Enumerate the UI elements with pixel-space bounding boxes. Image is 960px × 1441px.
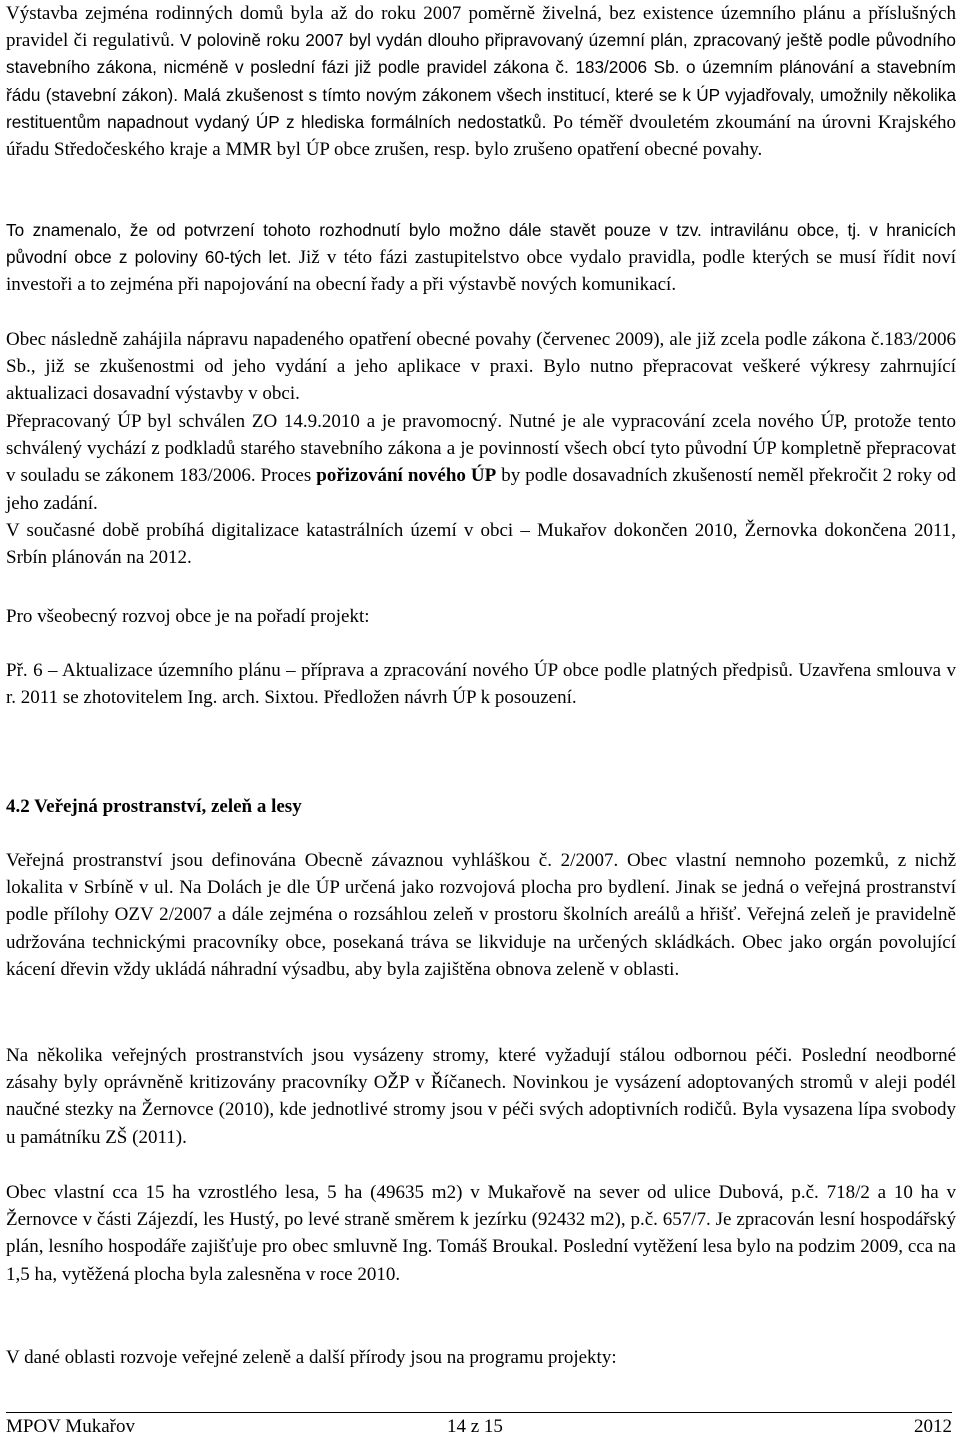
paragraph-sentence: by podle dosavadních zkušeností neměl překročit 2 roky od jeho zadání. xyxy=(6,465,957,514)
paragraph-sentence: Př. 6 – Aktualizace územního plánu – příprava a zpracování nového ÚP obce podle platných předpisů. xyxy=(6,660,793,681)
paragraph-trees xyxy=(6,1042,956,1151)
paragraph-sentence: Obec následně zahájila nápravu napadeného opatření obecné povahy (červenec 2009), ale již zcela podle zákona č.183/2006 Sb., již se zkušenostmi od jeho vydání a jeho aplikace v praxi. xyxy=(6,329,956,378)
footer-page-number: 14 z 15 xyxy=(447,1416,503,1437)
paragraph-sentence: Obec vlastní cca 15 ha vzrostlého lesa, 5 ha (49635 m2) v Mukařově na sever od ulice Dubová, p.č. 718/2 a 10 ha v Žernovce v části Zájezdí, les Hustý, po levé straně směrem k jezírku (92432 m2), p.č. 657/7. xyxy=(6,1182,956,1231)
page-footer xyxy=(6,1412,952,1441)
paragraph-sentence: Uzavřena smlouva v r. 2011 se zhotovitelem Ing. arch. Sixtou. xyxy=(6,660,957,709)
paragraph-sentence: V polovině roku 2007 byl vydán dlouho připravovaný územní plán, zpracovaný ještě podle původního stavebního zákona, nicméně v poslední fázi již podle pravidel zákona č. 183/2006 Sb. o územním plánování a stavebním řádu (stavební zákon). Malá zkušenost s tímto novým zákonem všech institucí, které se k ÚP vyjadřovaly, umožnily několika restituentům napadnout vydaný ÚP z hlediska formálních nedostatků. xyxy=(6,30,956,132)
paragraph-forest xyxy=(6,1179,956,1288)
paragraph-sentence: Je zpracován lesní hospodářský plán, lesního hospodáře zajišťuje pro obec smluvně Ing. Tomáš Broukal. xyxy=(6,1209,957,1258)
paragraph-sentence: Veřejná zeleň je pravidelně udržována technickými pracovníky obce, posekaná tráva se likviduje na určených skládkách. xyxy=(6,904,956,953)
paragraph-intravilan xyxy=(6,217,956,299)
paragraph-sentence: Bylo nutno přepracovat veškeré výkresy zahrnující aktualizaci dosavadní výstavby v obci. xyxy=(6,356,956,405)
paragraph-sentence: Byla vysazena lípa svobody u památníku ZŠ (2011). xyxy=(6,1099,956,1148)
paragraph-digitalization: V současné době probíhá digitalizace katastrálních území v obci – Mukařov dokončen 2010, Žernovka dokončena 2011, Srbín plánován na 2012. xyxy=(6,520,956,569)
paragraph-sentence: Výstavba zejména rodinných domů byla až do roku 2007 poměrně živelná, bez existence územního plánu a příslušných pravidel či regulativů. xyxy=(6,3,956,52)
paragraph-sentence: To znamenalo, že od potvrzení tohoto rozhodnutí bylo možno dále stavět pouze v tzv. intravilánu obce, tj. v hranicích původní obce z poloviny 60-tých let. xyxy=(6,220,956,268)
paragraph-remedy xyxy=(6,326,956,408)
paragraph-development-history xyxy=(6,0,956,163)
paragraph-sentence: Novinkou je vysázení adoptovaných stromů v aleji podél naučné stezky na Žernovce (2010), kde jednotlivé stromy jsou v péči svých adoptivních rodičů. xyxy=(6,1072,956,1121)
paragraph-sentence: Nutné je ale vypracování zcela nového ÚP, protože tento schválený vychází z podkladů starého stavebního zákona a je povinností všech obcí tyto původní ÚP kompletně přepracovat v souladu se zákonem 183/2006. xyxy=(6,411,956,487)
paragraph-sentence: Obec vlastní nemnoho pozemků, z nichž lokalita v Srbíně v ul. Na Dolách je dle ÚP určená jako rozvojová plocha pro bydlení. xyxy=(6,850,957,899)
footer-document-title: MPOV Mukařov xyxy=(6,1416,135,1437)
paragraph-sentence: Po téměř dvouletém zkoumání na úrovni Krajského úřadu Středočeského kraje a MMR byl ÚP obce zrušen, resp. bylo zrušeno opatření obecné povahy. xyxy=(6,111,957,161)
paragraph-sentence: Předložen návrh ÚP k posouzení. xyxy=(323,687,577,709)
paragraph-project-intro: Pro všeobecný rozvoj obce je na pořadí projekt: xyxy=(6,606,370,627)
footer-year: 2012 xyxy=(914,1416,952,1437)
paragraph-sentence: Již v této fázi zastupitelstvo obce vydalo pravidla, podle kterých se musí řídit noví investoři a to zejména při napojování na obecní řady a při výstavbě nových komunikací. xyxy=(6,247,956,296)
paragraph-sentence: Poslední neodborné zásahy byly oprávněně kritizovány pracovníky OŽP v Říčanech. xyxy=(6,1045,956,1094)
paragraph-sentence: Poslední vytěžení lesa bylo na podzim 2009, cca na 1,5 ha, vytěžená plocha byla zalesněna v roce 2010. xyxy=(6,1236,956,1285)
paragraph-sentence: Veřejná prostranství jsou definována Obecně závaznou vyhláškou č. 2/2007. xyxy=(6,850,619,871)
paragraph-revised-plan xyxy=(6,408,956,517)
paragraph-sentence: Jinak se jedná o veřejná prostranství podle přílohy OZV 2/2007 a dále zejména o rozsáhlou zeleň v prostoru školních areálů a hřišť. xyxy=(6,877,956,926)
paragraph-sentence: Obec jako orgán povolující kácení dřevin vždy ukládá náhradní výsadbu, aby byla zajištěna obnova zeleně v oblasti. xyxy=(6,931,956,980)
paragraph-sentence: Přepracovaný ÚP byl schválen ZO 14.9.2010 a je pravomocný. xyxy=(6,411,503,432)
paragraph-sentence: Na několika veřejných prostranstvích jsou vysázeny stromy, které vyžadují stálou odbornou péči. xyxy=(6,1045,793,1066)
paragraph-emphasis: pořizování nového ÚP xyxy=(316,465,497,487)
paragraph-project-6 xyxy=(6,657,956,711)
paragraph-sentence: Proces xyxy=(260,465,312,487)
paragraph-projects-intro: V dané oblasti rozvoje veřejné zeleně a další přírody jsou na programu projekty: xyxy=(6,1347,617,1368)
paragraph-public-spaces xyxy=(6,847,956,983)
section-heading: 4.2 Veřejná prostranství, zeleň a lesy xyxy=(6,796,302,817)
